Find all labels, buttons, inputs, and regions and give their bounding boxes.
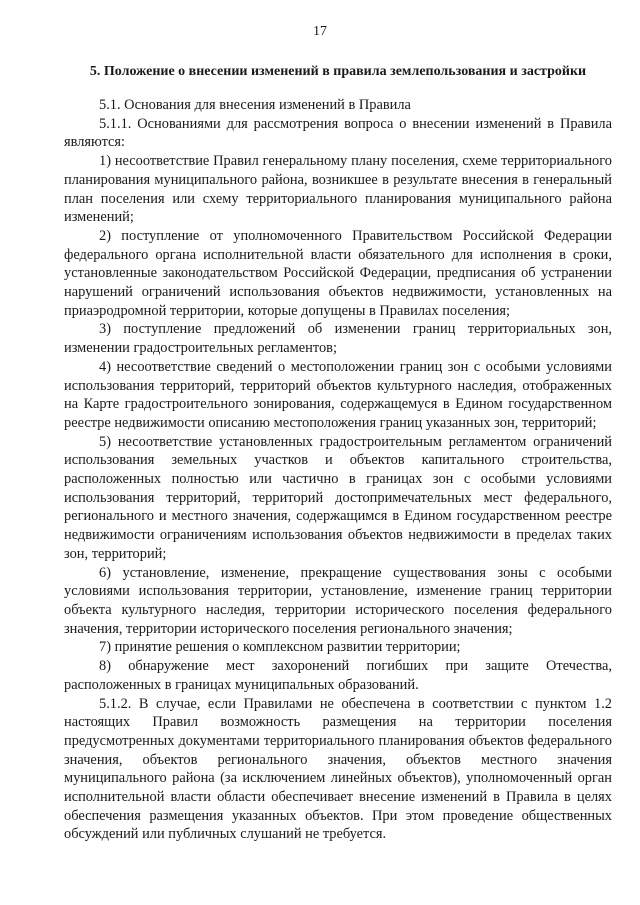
- subsection-title: 5.1. Основания для внесения изменений в Правила: [99, 97, 411, 113]
- clause-intro: 5.1.1. Основаниями для рассмотрения вопроса о внесении изменений в Правила являются:: [64, 115, 612, 151]
- list-item-1: 1) несоответствие Правил генеральному плану поселения, схеме территориального планирования муниципального района, возникшее в результате внесения в генеральный план поселения или схему территориального планирования муниципального района изменений;: [64, 153, 612, 226]
- section-heading: 5. Положение о внесении изменений в правила землепользования и застройки: [89, 64, 587, 79]
- list-item-3: 3) поступление предложений об изменении границ территориальных зон, изменении градостроительных регламентов;: [64, 321, 612, 357]
- list-item-4: 4) несоответствие сведений о местоположении границ зон с особыми условиями использования территорий, территорий объектов культурного наследия, отображенных на Карте градостроительного зонирования, содержащемуся в Едином государственном реестре недвижимости описанию местоположения границ указанных зон, территорий;: [64, 358, 612, 431]
- list-item-7: 7) принятие решения о комплексном развитии территории;: [99, 639, 461, 656]
- document-body: [64, 96, 612, 844]
- clause-5-1-2: 5.1.2. В случае, если Правилами не обеспечена в соответствии с пунктом 1.2 настоящих Правил возможность размещения на территории поселения предусмотренных документами территориального планирования объектов федерального значения, объектов регионального значения, объектов местного значения муниципального района (за исключением линейных объектов), уполномоченный орган исполнительной власти области обеспечивает внесение изменений в Правила в целях обеспечения размещения указанных объектов. При этом проведение общественных обсуждений или публичных слушаний не требуется.: [64, 695, 612, 843]
- list-item-5: 5) несоответствие установленных градостроительным регламентом ограничений использования земельных участков и объектов капитального строительства, расположенных полностью или частично в границах зон с особыми условиями использования территорий, территорий достопримечательных мест федерального, регионального и местного значения, содержащимся в Едином государственном реестре недвижимости ограничениям использования объектов недвижимости в пределах таких зон, территорий;: [64, 433, 612, 562]
- list-item-8: 8) обнаружение мест захоронений погибших при защите Отечества, расположенных в границах муниципальных образований.: [64, 658, 612, 693]
- list-item-2: 2) поступление от уполномоченного Правительством Российской Федерации федерального органа исполнительной власти обязательного для исполнения в сроки, установленные законодательством Российской Федерации, предписания об устранении нарушений ограничений использования объектов недвижимости, установленных на приаэродромной территории, которые допущены в Правилах поселения;: [64, 227, 612, 319]
- list-item-6: 6) установление, изменение, прекращение существования зоны с особыми условиями использования территории, установление, изменение границ территории объекта культурного наследия, территории исторического поселения федерального значения, территории исторического поселения регионального значения;: [64, 564, 612, 637]
- page-number: 17: [313, 24, 327, 39]
